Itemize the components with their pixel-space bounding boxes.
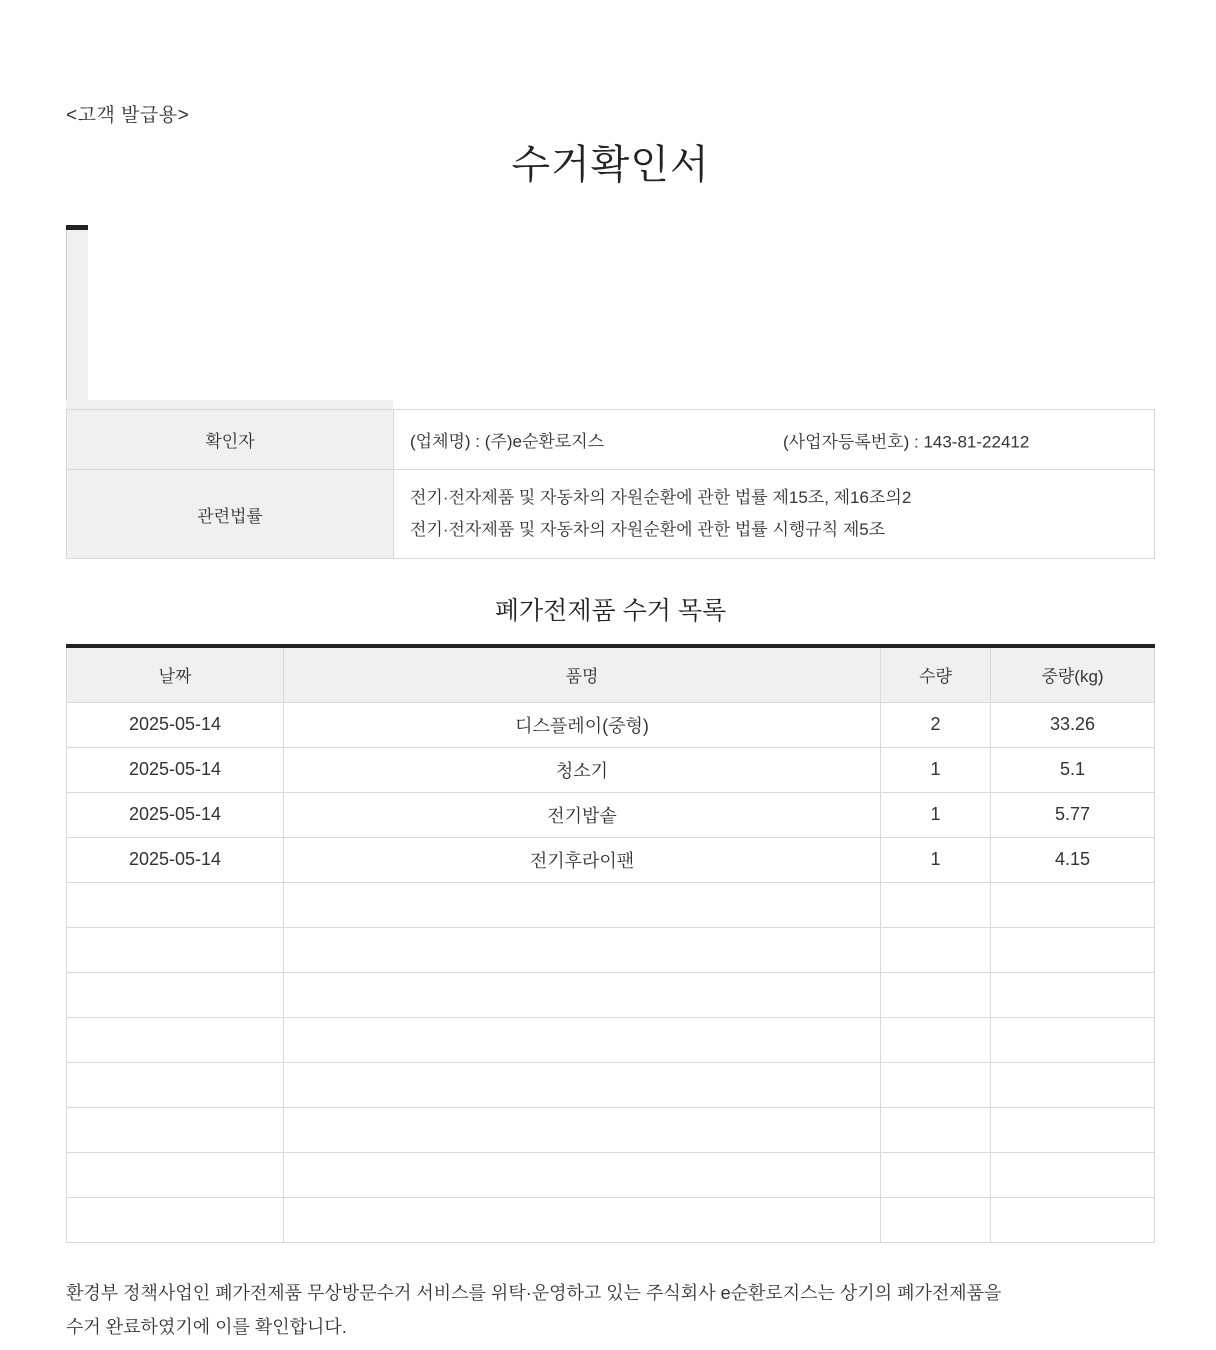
cell-date (67, 1062, 284, 1107)
related-law-label: 관련법률 (67, 470, 394, 559)
related-law-line-2: 전기·전자제품 및 자동차의 자원순환에 관한 법률 시행규칙 제5조 (410, 520, 886, 539)
cell-date (67, 927, 284, 972)
table-row-confirmer (67, 410, 1155, 470)
audience-tag: <고객 발급용> (66, 105, 190, 126)
cell-date (67, 1197, 284, 1242)
cell-weight (991, 1017, 1155, 1062)
column-header-weight: 중량(kg) (991, 646, 1155, 702)
cell-quantity: 1 (881, 792, 991, 837)
cell-date (67, 1107, 284, 1152)
cell-quantity (881, 1197, 991, 1242)
cell-quantity (881, 1107, 991, 1152)
company-name: (업체명) : (주)e순환로지스 (410, 432, 605, 451)
redacted-row-gray-sliver (66, 400, 393, 409)
table-row (67, 837, 1155, 882)
cell-weight (991, 1197, 1155, 1242)
table-row (67, 1107, 1155, 1152)
confirmer-value-cell (394, 410, 1155, 470)
confirmation-statement (66, 1276, 1176, 1344)
table-row (67, 792, 1155, 837)
table-row-related-law (67, 470, 1155, 559)
table-row (67, 882, 1155, 927)
cell-item-name (284, 1197, 881, 1242)
cell-weight (991, 882, 1155, 927)
table-row (67, 972, 1155, 1017)
cell-weight: 4.15 (991, 837, 1155, 882)
cell-item-name (284, 1107, 881, 1152)
redacted-row-gray-strip (66, 230, 88, 400)
cell-quantity (881, 927, 991, 972)
cell-date: 2025-05-14 (67, 792, 284, 837)
cell-item-name: 전기후라이팬 (284, 837, 881, 882)
confirmer-info-table (66, 409, 1155, 559)
cell-item-name: 청소기 (284, 747, 881, 792)
items-section-title: 폐가전제품 수거 목록 (494, 597, 727, 625)
cell-date: 2025-05-14 (67, 837, 284, 882)
column-header-item-name: 품명 (284, 646, 881, 702)
cell-quantity: 1 (881, 747, 991, 792)
business-reg-no: (사업자등록번호) : 143-81-22412 (783, 432, 1030, 451)
table-row (67, 1017, 1155, 1062)
related-law-value-cell (394, 470, 1155, 559)
cell-item-name: 전기밥솥 (284, 792, 881, 837)
cell-weight (991, 972, 1155, 1017)
confirmer-label: 확인자 (67, 410, 394, 470)
cell-item-name (284, 927, 881, 972)
cell-weight (991, 1062, 1155, 1107)
cell-quantity (881, 1017, 991, 1062)
cell-weight: 5.1 (991, 747, 1155, 792)
cell-date: 2025-05-14 (67, 747, 284, 792)
table-row (67, 1062, 1155, 1107)
cell-date (67, 972, 284, 1017)
cell-item-name (284, 972, 881, 1017)
cell-date (67, 882, 284, 927)
column-header-date: 날짜 (67, 646, 284, 702)
related-law-line-1: 전기·전자제품 및 자동차의 자원순환에 관한 법률 제15조, 제16조의2 (410, 488, 912, 507)
items-header-row (67, 646, 1155, 702)
cell-date (67, 1017, 284, 1062)
cell-weight: 5.77 (991, 792, 1155, 837)
table-row (67, 1197, 1155, 1242)
cell-item-name: 디스플레이(중형) (284, 702, 881, 747)
cell-weight (991, 1152, 1155, 1197)
cell-item-name (284, 882, 881, 927)
cell-quantity: 1 (881, 837, 991, 882)
items-table-header (67, 646, 1155, 702)
table-row (67, 702, 1155, 747)
collected-items-table (66, 644, 1155, 1243)
column-header-quantity: 수량 (881, 646, 991, 702)
confirmation-statement-line-1: 환경부 정책사업인 폐가전제품 무상방문수거 서비스를 위탁·운영하고 있는 주식회사 e순환로지스는 상기의 폐가전제품을 (66, 1283, 1002, 1303)
cell-item-name (284, 1017, 881, 1062)
cell-weight (991, 927, 1155, 972)
cell-quantity (881, 972, 991, 1017)
cell-quantity (881, 882, 991, 927)
cell-weight: 33.26 (991, 702, 1155, 747)
cell-quantity (881, 1062, 991, 1107)
cell-quantity (881, 1152, 991, 1197)
cell-item-name (284, 1062, 881, 1107)
cell-quantity: 2 (881, 702, 991, 747)
table-row (67, 927, 1155, 972)
page-title: 수거확인서 (511, 143, 710, 187)
items-table-body (67, 702, 1155, 1242)
table-row (67, 747, 1155, 792)
cell-weight (991, 1107, 1155, 1152)
cell-item-name (284, 1152, 881, 1197)
confirmation-statement-line-2: 수거 완료하였기에 이를 확인합니다. (66, 1317, 347, 1337)
cell-date (67, 1152, 284, 1197)
table-row (67, 1152, 1155, 1197)
cell-date: 2025-05-14 (67, 702, 284, 747)
